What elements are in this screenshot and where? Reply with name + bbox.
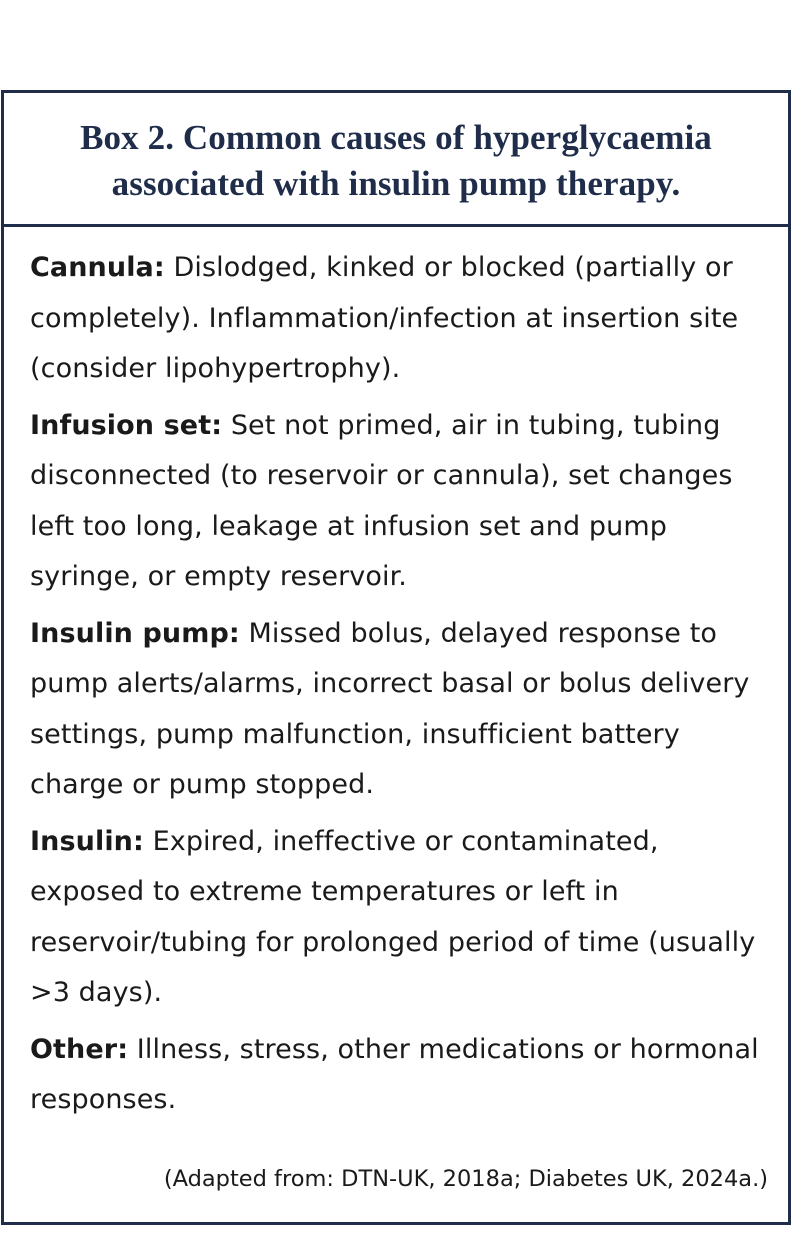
info-box <box>1 90 791 1225</box>
cause-description: Expired, ineffective or contaminated, exposed to extreme temperatures or left in reservoir/tubing for prolonged period of time (usually >3 days). <box>30 825 756 1008</box>
box-body <box>30 243 768 1132</box>
box-header <box>4 93 788 227</box>
cause-term: Insulin: <box>30 825 144 857</box>
box-title <box>18 115 774 207</box>
cause-term: Infusion set: <box>30 409 223 441</box>
cause-description: Dislodged, kinked or blocked (partially or completely). Inflammation/infection at insertion site (consider lipohypertrophy). <box>30 252 739 384</box>
cause-term: Cannula: <box>30 252 165 283</box>
cause-description: Missed bolus, delayed response to pump alerts/alarms, incorrect basal or bolus delivery settings, pump malfunction, insufficient battery charge or pump stopped. <box>30 617 750 800</box>
cause-term: Insulin pump: <box>30 617 240 649</box>
cause-description: Set not primed, air in tubing, tubing disconnected (to reservoir or cannula), set changes left too long, leakage at infusion set and pump syringe, or empty reservoir. <box>30 409 733 592</box>
cause-entry-other <box>30 1025 768 1126</box>
cause-entry-insulin <box>30 817 768 1019</box>
cause-entry-infusion-set <box>30 401 768 603</box>
box-title-line-2: associated with insulin pump therapy. <box>111 164 681 203</box>
cause-term: Other: <box>30 1033 129 1065</box>
cause-description: Illness, stress, other medications or hormonal responses. <box>30 1033 759 1115</box>
cause-entry-insulin-pump <box>30 609 768 811</box>
cause-entry-cannula <box>30 243 768 395</box>
source-citation: (Adapted from: DTN-UK, 2018a; Diabetes UK, 2024a.) <box>163 1166 768 1192</box>
box-title-line-1: Box 2. Common causes of hyperglycaemia <box>80 118 712 157</box>
